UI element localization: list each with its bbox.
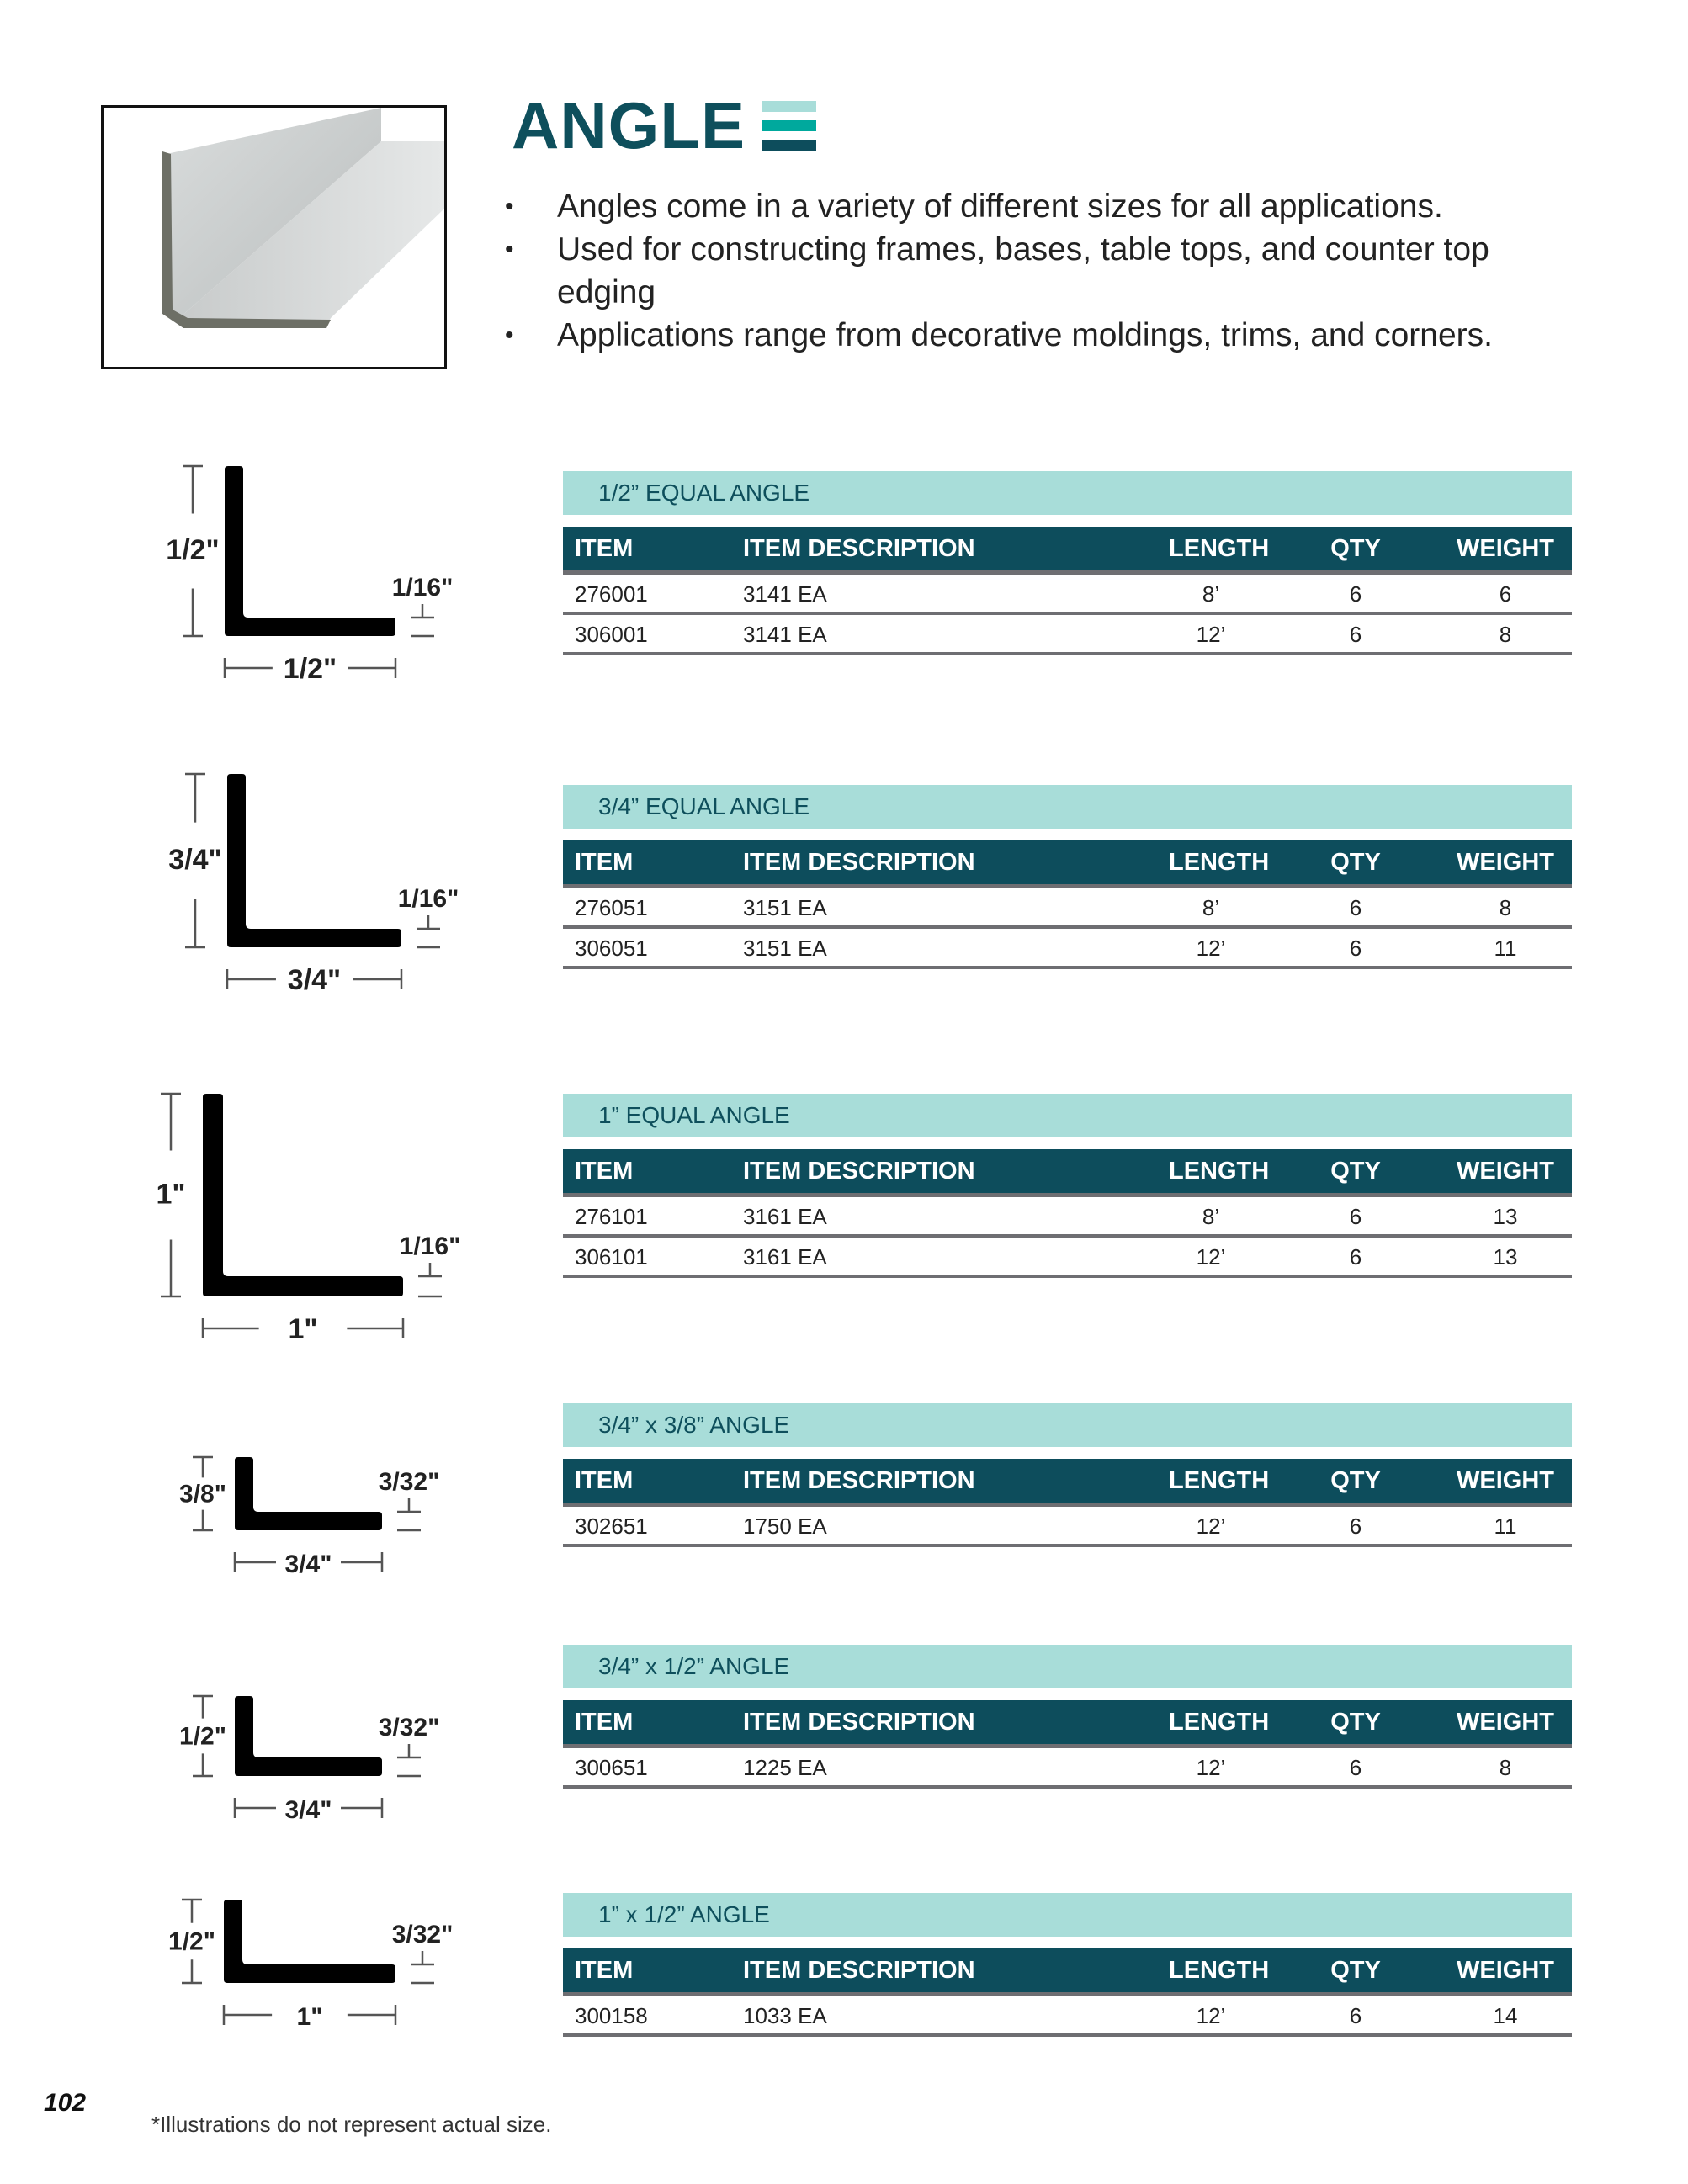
table-title: 3/4” x 3/8” ANGLE	[563, 1403, 1572, 1447]
column-header: WEIGHT	[1457, 1467, 1554, 1494]
table-cell: 12’	[1196, 2003, 1226, 2028]
table-cell: 12’	[1196, 1513, 1226, 1539]
column-header: WEIGHT	[1457, 849, 1554, 876]
column-header: ITEM DESCRIPTION	[743, 1957, 975, 1984]
angle-diagram	[179, 1696, 439, 1824]
thickness-label: 3/32"	[391, 1921, 454, 1948]
table-cell: 8’	[1202, 895, 1220, 920]
table-cell: 6	[1349, 1755, 1362, 1780]
column-header: LENGTH	[1169, 849, 1270, 876]
table-cell: 12’	[1196, 936, 1226, 961]
table-cell: 12’	[1196, 622, 1226, 647]
thickness-label: 3/32"	[378, 1468, 440, 1496]
thickness-dimension-line	[397, 1744, 421, 1776]
angle-profile	[227, 774, 401, 947]
angle-diagram	[166, 466, 453, 685]
feature-bullet: • Angles come in a variety of different sizes for all applications.	[505, 185, 1599, 228]
height-label: 3/8"	[179, 1480, 226, 1508]
table-cell: 6	[1349, 581, 1362, 607]
table-title: 1/2” EQUAL ANGLE	[563, 471, 1572, 515]
column-header: ITEM DESCRIPTION	[743, 535, 975, 562]
thickness-dimension-line	[397, 1498, 421, 1530]
table-cell: 6	[1349, 936, 1362, 961]
column-header: QTY	[1330, 1709, 1381, 1736]
table-cell: 6	[1349, 622, 1362, 647]
angle-profile	[235, 1696, 382, 1776]
width-label: 1"	[288, 1313, 318, 1345]
table-cell: 8	[1499, 1755, 1512, 1780]
height-label: 3/4"	[168, 844, 222, 876]
feature-bullet: • Applications range from decorative moldings, trims, and corners.	[505, 314, 1599, 357]
table-cell: 302651	[575, 1513, 648, 1539]
width-label: 3/4"	[284, 1551, 332, 1578]
column-header: LENGTH	[1169, 1709, 1270, 1736]
thickness-dimension-line	[411, 604, 434, 636]
table-cell: 6	[1349, 1513, 1362, 1539]
width-label: 3/4"	[284, 1796, 332, 1824]
column-header: LENGTH	[1169, 1467, 1270, 1494]
column-header: WEIGHT	[1457, 1158, 1554, 1185]
table-cell: 14	[1493, 2003, 1518, 2028]
table-cell: 8	[1499, 895, 1512, 920]
angle-diagram	[168, 774, 459, 996]
table-cell: 8	[1499, 622, 1512, 647]
thickness-dimension-line	[417, 915, 440, 947]
feature-bullet: • Used for constructing frames, bases, table tops, and counter top edging	[505, 228, 1550, 314]
height-label: 1"	[156, 1178, 186, 1211]
thickness-label: 3/32"	[378, 1714, 440, 1741]
page-title: ANGLE	[512, 88, 746, 162]
table-cell: 12’	[1196, 1755, 1226, 1780]
angle-profile	[235, 1457, 382, 1530]
table-cell: 3151 EA	[743, 936, 827, 961]
table-cell: 8’	[1202, 581, 1220, 607]
table-cell: 3151 EA	[743, 895, 827, 920]
height-label: 1/2"	[179, 1722, 226, 1751]
table-cell: 3141 EA	[743, 622, 827, 647]
table-cell: 300158	[575, 2003, 648, 2028]
table-cell: 3141 EA	[743, 581, 827, 607]
table-cell: 11	[1494, 1513, 1517, 1539]
table-cell: 13	[1493, 1204, 1518, 1229]
column-header: ITEM DESCRIPTION	[743, 849, 975, 876]
table-cell: 6	[1349, 895, 1362, 920]
table-cell: 1750 EA	[743, 1513, 827, 1539]
table-cell: 6	[1499, 581, 1512, 607]
table-title: 3/4” EQUAL ANGLE	[563, 785, 1572, 829]
table-cell: 6	[1349, 2003, 1362, 2028]
angle-diagram	[168, 1900, 453, 2031]
table-cell: 1033 EA	[743, 2003, 827, 2028]
column-header: WEIGHT	[1457, 1709, 1554, 1736]
table-cell: 8’	[1202, 1204, 1220, 1229]
column-header: QTY	[1330, 1158, 1381, 1185]
thickness-label: 1/16"	[397, 885, 459, 913]
table-cell: 11	[1494, 936, 1517, 961]
table-cell: 300651	[575, 1755, 648, 1780]
angle-diagram	[156, 1094, 460, 1345]
table-cell: 1225 EA	[743, 1755, 827, 1780]
column-header: LENGTH	[1169, 1957, 1270, 1984]
height-label: 1/2"	[166, 534, 220, 566]
table-title: 1” x 1/2” ANGLE	[563, 1893, 1572, 1937]
table-cell: 306001	[575, 622, 648, 647]
table-cell: 3161 EA	[743, 1204, 827, 1229]
column-header: ITEM DESCRIPTION	[743, 1709, 975, 1736]
table-cell: 276001	[575, 581, 648, 607]
column-header: QTY	[1330, 535, 1381, 562]
column-header: WEIGHT	[1457, 535, 1554, 562]
table-cell: 306051	[575, 936, 648, 961]
table-cell: 276101	[575, 1204, 648, 1229]
column-header: QTY	[1330, 849, 1381, 876]
column-header: WEIGHT	[1457, 1957, 1554, 1984]
page-number: 102	[44, 2089, 87, 2117]
width-label: 1/2"	[283, 653, 337, 685]
angle-profile	[225, 466, 395, 636]
column-header: ITEM	[575, 1158, 634, 1185]
column-header: ITEM	[575, 1467, 634, 1494]
column-header: ITEM	[575, 1709, 634, 1736]
column-header: ITEM DESCRIPTION	[743, 1467, 975, 1494]
thickness-label: 1/16"	[399, 1232, 461, 1260]
column-header: LENGTH	[1169, 535, 1270, 562]
column-header: LENGTH	[1169, 1158, 1270, 1185]
footnote: *Illustrations do not represent actual size.	[151, 2112, 552, 2137]
table-cell: 3161 EA	[743, 1244, 827, 1270]
table-cell: 13	[1493, 1244, 1518, 1270]
column-header: ITEM	[575, 849, 634, 876]
thickness-dimension-line	[411, 1951, 434, 1983]
table-cell: 6	[1349, 1204, 1362, 1229]
column-header: ITEM	[575, 535, 634, 562]
angle-diagram	[179, 1457, 439, 1578]
angle-profile	[224, 1900, 395, 1983]
table-title: 3/4” x 1/2” ANGLE	[563, 1645, 1572, 1688]
column-header: ITEM	[575, 1957, 634, 1984]
table-cell: 6	[1349, 1244, 1362, 1270]
width-label: 3/4"	[287, 964, 342, 996]
table-cell: 306101	[575, 1244, 648, 1270]
height-label: 1/2"	[168, 1927, 215, 1956]
width-label: 1"	[296, 2003, 323, 2031]
table-cell: 276051	[575, 895, 648, 920]
column-header: QTY	[1330, 1467, 1381, 1494]
thickness-dimension-line	[418, 1263, 442, 1296]
table-title: 1” EQUAL ANGLE	[563, 1094, 1572, 1137]
thickness-label: 1/16"	[391, 574, 454, 602]
column-header: ITEM DESCRIPTION	[743, 1158, 975, 1185]
table-cell: 12’	[1196, 1244, 1226, 1270]
angle-profile	[203, 1094, 403, 1296]
column-header: QTY	[1330, 1957, 1381, 1984]
